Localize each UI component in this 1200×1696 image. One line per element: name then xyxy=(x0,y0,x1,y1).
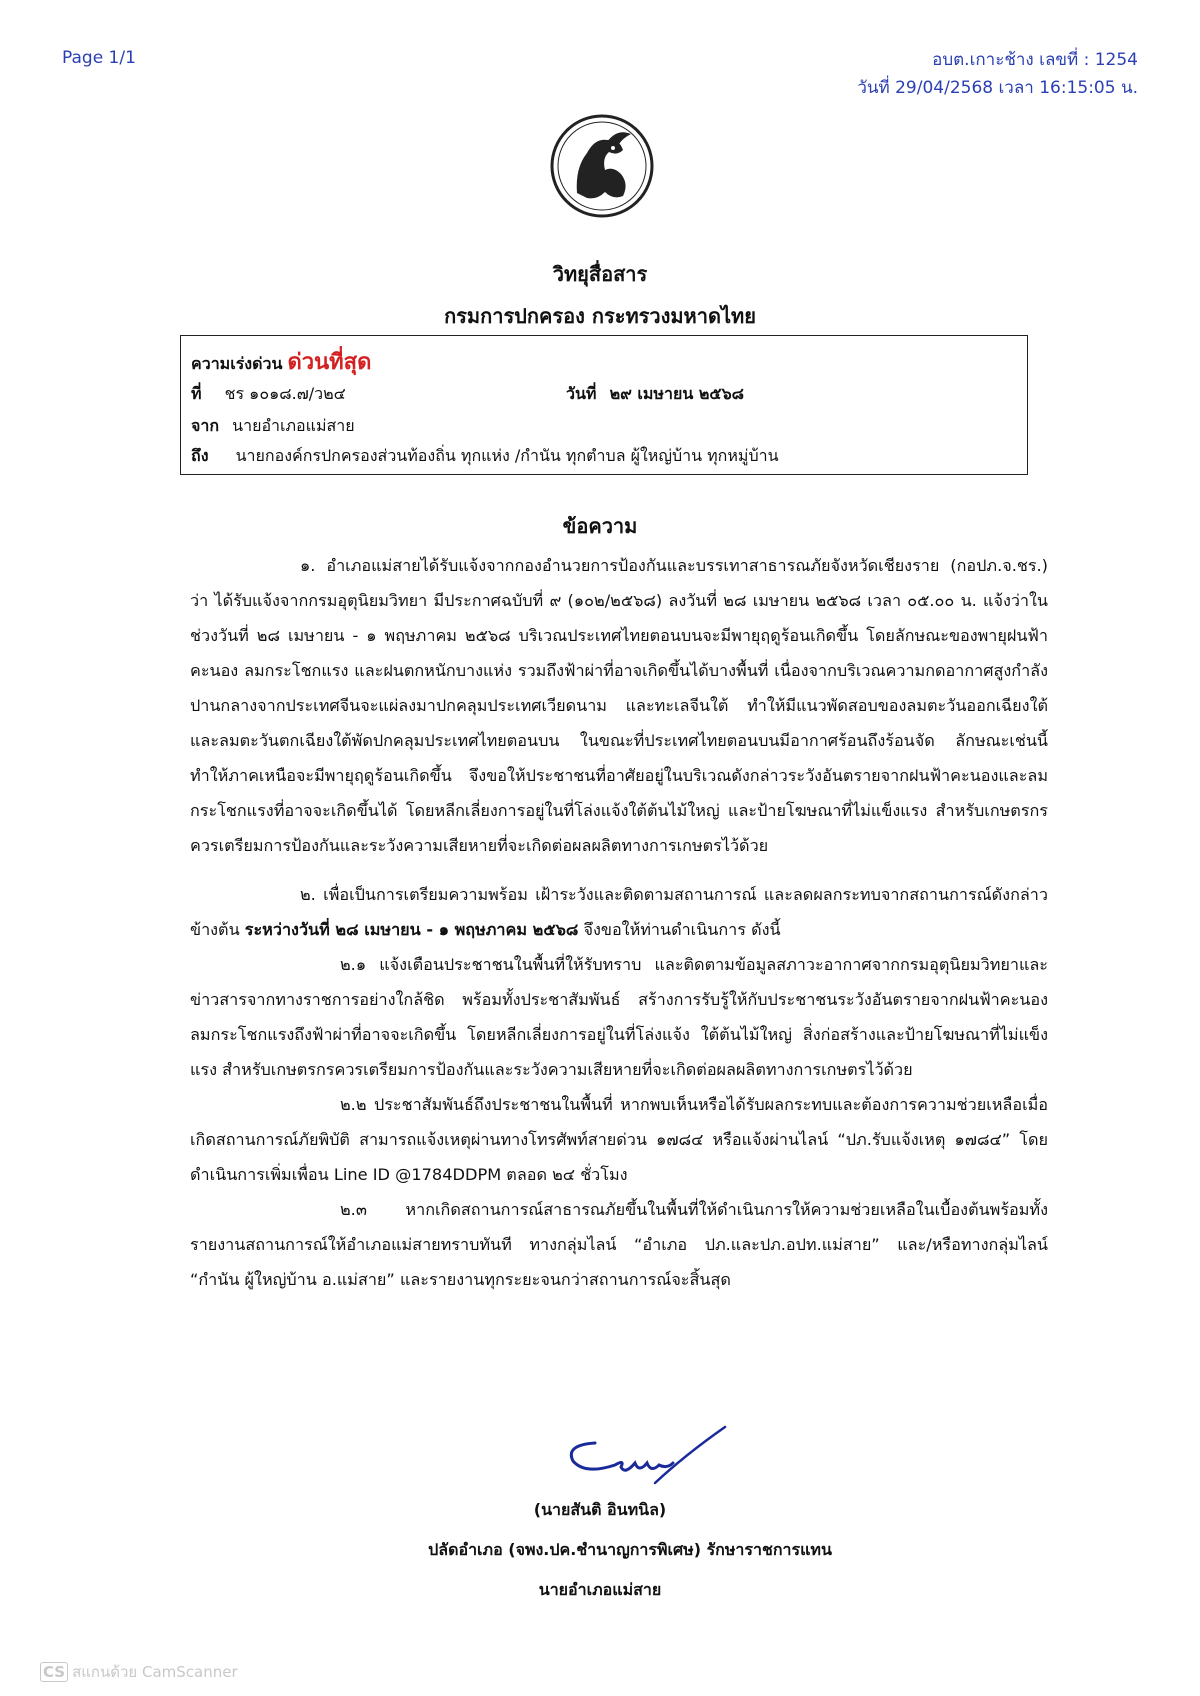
page-number: Page 1/1 xyxy=(62,48,136,68)
paragraph-2-text: ๒. เพื่อเป็นการเตรียมความพร้อม เฝ้าระวังและติดตามสถานการณ์ และลดผลกระทบจากสถานการณ์ดังกล่าวข้างต้น xyxy=(190,885,1048,939)
to-value: นายกองค์กรปกครองส่วนท้องถิ่น ทุกแห่ง /กำนัน ทุกตำบล ผู้ใหญ่บ้าน ทุกหมู่บ้าน xyxy=(235,446,779,465)
letterhead-agency: กรมการปกครอง กระทรวงมหาดไทย xyxy=(444,304,756,328)
registration-datetime: วันที่ 29/04/2568 เวลา 16:15:05 น. xyxy=(857,78,1138,98)
subject-heading: ข้อความ xyxy=(562,514,638,538)
paragraph-2 xyxy=(190,877,1048,947)
letterhead-title: วิทยุสื่อสาร xyxy=(552,262,648,286)
garuda-emblem-icon xyxy=(547,108,657,228)
paragraph-2-1: ๒.๑ แจ้งเตือนประชาชนในพื้นที่ให้รับทราบ และติดตามข้อมูลสภาวะอากาศจากกรมอุตุนิยมวิทยาและข่าวสารจากทางราชการอย่างใกล้ชิด พร้อมทั้งประชาสัมพันธ์ สร้างการรับรู้ให้กับประชาชนระวังอันตรายจากฝนฟ้าคะนอง ลมกระโชกแรงถึงฟ้าผ่าที่อาจจะเกิดขึ้น โดยหลีกเลี่ยงการอยู่ในที่โล่งแจ้ง ใต้ต้นไม้ใหญ่ สิ่งก่อสร้างและป้ายโฆษณาที่ไม่แข็งแรง สำหรับเกษตรกรควรเตรียมการป้องกันและระวังความเสียหายที่จะเกิดต่อผลผลิตทางการเกษตรไว้ด้วย xyxy=(190,955,1048,1079)
urgency-row xyxy=(191,344,371,379)
signatory-name: (นายสันติ อินทนิล) xyxy=(533,1500,667,1519)
to-label: ถึง xyxy=(191,446,209,465)
paragraph-2-3: ๒.๓ หากเกิดสถานการณ์สาธารณภัยขึ้นในพื้นที่ให้ดำเนินการให้ความช่วยเหลือในเบื้องต้นพร้อมทั้งรายงานสถานการณ์ให้อำเภอแม่สายทราบทันที ทางกลุ่มไลน์ “อำเภอ ปภ.และปภ.อปท.แม่สาย” และ/หรือทางกลุ่มไลน์ “กำนัน ผู้ใหญ่บ้าน อ.แม่สาย” และรายงานทุกระยะจนกว่าสถานการณ์จะสิ้นสุด xyxy=(190,1200,1048,1289)
registration-stamp xyxy=(857,46,1138,102)
camscanner-logo-icon: CS xyxy=(40,1662,68,1682)
camscanner-watermark xyxy=(40,1660,238,1684)
urgency-value: ด่วนที่สุด xyxy=(287,350,372,375)
from-label: จาก xyxy=(191,416,220,435)
paragraph-1: ๑. อำเภอแม่สายได้รับแจ้งจากกองอำนวยการป้องกันและบรรเทาสาธารณภัยจังหวัดเชียงราย (กอปภ.จ.ชร.) ว่า ได้รับแจ้งจากกรมอุตุนิยมวิทยา มีประกาศฉบับที่ ๙ (๑๐๒/๒๕๖๘) ลงวันที่ ๒๘ เมษายน ๒๕๖๘ เวลา ๐๕.๐๐ น. แจ้งว่าในช่วงวันที่ ๒๘ เมษายน - ๑ พฤษภาคม ๒๕๖๘ บริเวณประเทศไทยตอนบนจะมีพายุฤดูร้อนเกิดขึ้น โดยลักษณะของพายุฝนฟ้าคะนอง ลมกระโชกแรง และฝนตกหนักบางแห่ง รวมถึงฟ้าผ่าที่อาจเกิดขึ้นได้บางพื้นที่ เนื่องจากบริเวณความกดอากาศสูงกำลังปานกลางจากประเทศจีนจะแผ่ลงมาปกคลุมประเทศเวียดนาม และทะเลจีนใต้ ทำให้มีแนวพัดสอบของลมตะวันออกเฉียงใต้ และลมตะวันตกเฉียงใต้พัดปกคลุมประเทศไทยตอนบน ในขณะที่ประเทศไทยตอนบนมีอากาศร้อนถึงร้อนจัด ลักษณะเช่นนี้ทำให้ภาคเหนือจะมีพายุฤดูร้อนเกิดขึ้น จึงขอให้ประชาชนที่อาศัยอยู่ในบริเวณดังกล่าวระวังอันตรายจากฝนฟ้าคะนองและลมกระโชกแรงที่อาจจะเกิดขึ้นได้ โดยหลีกเลี่ยงการอยู่ในที่โล่งแจ้งใต้ต้นไม้ใหญ่ และป้ายโฆษณาที่ไม่แข็งแรง สำหรับเกษตรกรควรเตรียมการป้องกันและระวังความเสียหายที่จะเกิดต่อผลผลิตทางการเกษตรไว้ด้วย xyxy=(190,556,1048,855)
registration-number: อบต.เกาะช้าง เลขที่ : 1254 xyxy=(932,50,1138,70)
number-row xyxy=(191,382,346,407)
date-label: วันที่ xyxy=(566,384,597,403)
number-label: ที่ xyxy=(191,384,202,403)
document-number: ชร ๑๐๑๘.๗/ว๒๔ xyxy=(224,384,346,403)
signatory-office: นายอำเภอแม่สาย xyxy=(538,1580,662,1599)
urgency-label: ความเร่งด่วน xyxy=(191,354,283,373)
from-value: นายอำเภอแม่สาย xyxy=(232,416,355,435)
signature-icon xyxy=(555,1425,730,1485)
to-row xyxy=(191,444,779,469)
message-body xyxy=(190,548,1048,1297)
date-row xyxy=(566,382,744,407)
signatory-position: ปลัดอำเภอ (จพง.ปค.ชำนาญการพิเศษ) รักษาราชการแทน xyxy=(428,1540,832,1559)
paragraph-2-2: ๒.๒ ประชาสัมพันธ์ถึงประชาชนในพื้นที่ หากพบเห็นหรือได้รับผลกระทบและต้องการความช่วยเหลือเมื่อเกิดสถานการณ์ภัยพิบัติ สามารถแจ้งเหตุผ่านทางโทรศัพท์สายด่วน ๑๗๘๔ หรือแจ้งผ่านไลน์ “ปภ.รับแจ้งเหตุ ๑๗๘๔” โดยดำเนินการเพิ่มเพื่อน Line ID @1784DDPM ตลอด ๒๔ ชั่วโมง xyxy=(190,1095,1048,1184)
from-row xyxy=(191,414,355,439)
paragraph-2-end: จึงขอให้ท่านดำเนินการ ดังนี้ xyxy=(578,920,781,939)
header-box xyxy=(180,335,1028,475)
camscanner-text: สแกนด้วย CamScanner xyxy=(72,1663,238,1681)
paragraph-2-period: ระหว่างวันที่ ๒๘ เมษายน - ๑ พฤษภาคม ๒๕๖๘ xyxy=(244,920,579,939)
document-date: ๒๙ เมษายน ๒๕๖๘ xyxy=(609,384,744,403)
